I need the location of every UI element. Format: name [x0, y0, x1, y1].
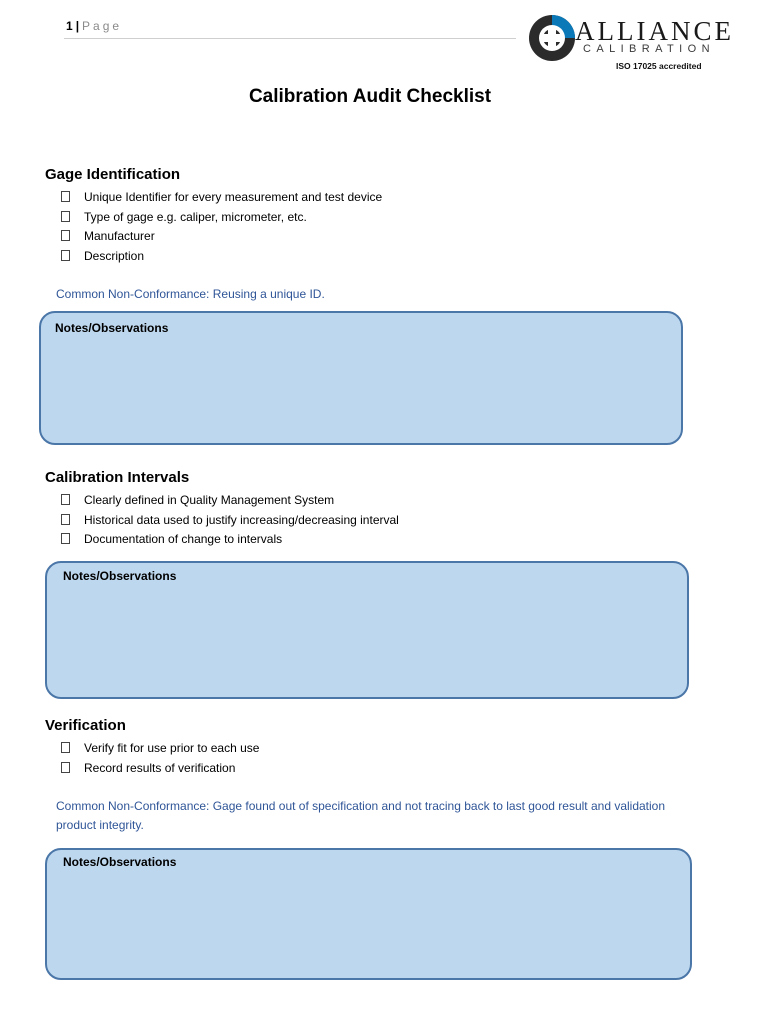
nonconformance-note: Common Non-Conformance: Reusing a unique ID.: [56, 287, 325, 301]
checklist-verification: [61, 739, 259, 778]
checklist-item-label: Type of gage e.g. caliper, micrometer, etc.: [84, 209, 307, 224]
checklist-item[interactable]: [61, 208, 382, 228]
checklist-item-label: Record results of verification: [84, 760, 236, 775]
notes-box-verification[interactable]: [45, 848, 692, 980]
checkbox-icon[interactable]: [61, 211, 70, 222]
logo-accreditation: ISO 17025 accredited: [616, 61, 702, 71]
checklist-item-label: Clearly defined in Quality Management System: [84, 493, 335, 507]
checklist-item[interactable]: [61, 188, 382, 208]
checklist-item-label: Documentation of change to intervals: [84, 532, 283, 547]
checkbox-icon[interactable]: [61, 250, 70, 261]
checklist-item[interactable]: [61, 227, 382, 247]
checklist-item[interactable]: [61, 739, 259, 759]
checkbox-icon[interactable]: [61, 742, 70, 753]
checkbox-icon[interactable]: [61, 494, 70, 505]
page-header: [66, 19, 122, 33]
checkbox-icon[interactable]: [61, 514, 70, 525]
logo-globe-icon: [528, 14, 576, 62]
checklist-item-label: Description: [84, 248, 145, 263]
logo-name: ALLIANCE: [575, 16, 734, 46]
nonconformance-line: product integrity.: [56, 818, 144, 832]
checklist-item[interactable]: [61, 759, 259, 779]
nonconformance-note: [56, 797, 665, 835]
checklist-item-label: Unique Identifier for every measurement and test device: [84, 190, 383, 204]
checkbox-icon[interactable]: [61, 230, 70, 241]
checklist-gage-identification: [61, 188, 382, 266]
notes-box-calibration-intervals[interactable]: [45, 561, 689, 699]
checklist-item-label: Manufacturer: [84, 229, 155, 244]
document-title: Calibration Audit Checklist: [248, 86, 492, 107]
notes-box-gage-identification[interactable]: [39, 311, 683, 445]
notes-label: Notes/Observations: [63, 569, 177, 583]
checkbox-icon[interactable]: [61, 533, 70, 544]
notes-label: Notes/Observations: [63, 855, 177, 869]
checkbox-icon[interactable]: [61, 191, 70, 202]
logo-subtitle: CALIBRATION: [583, 43, 715, 55]
checklist-item[interactable]: [61, 491, 399, 511]
notes-label: Notes/Observations: [55, 321, 169, 335]
section-heading-gage-identification: Gage Identification: [45, 166, 181, 183]
company-logo: [528, 14, 748, 74]
checklist-item[interactable]: [61, 511, 399, 531]
section-heading-calibration-intervals: Calibration Intervals: [45, 469, 190, 486]
checklist-calibration-intervals: [61, 491, 399, 550]
section-heading-verification: Verification: [45, 717, 126, 734]
checklist-item-label: Historical data used to justify increasing/decreasing interval: [84, 512, 399, 527]
nonconformance-line: Common Non-Conformance: Gage found out of specification and not tracing back to last good result and validation: [56, 799, 666, 813]
page-word: Page: [82, 19, 123, 33]
checklist-item[interactable]: [61, 247, 382, 267]
checklist-item[interactable]: [61, 530, 399, 550]
checkbox-icon[interactable]: [61, 762, 70, 773]
checklist-item-label: Verify fit for use prior to each use: [84, 741, 260, 755]
header-divider: [64, 38, 516, 39]
page-number: 1: [66, 19, 73, 33]
page-separator: |: [75, 19, 80, 33]
